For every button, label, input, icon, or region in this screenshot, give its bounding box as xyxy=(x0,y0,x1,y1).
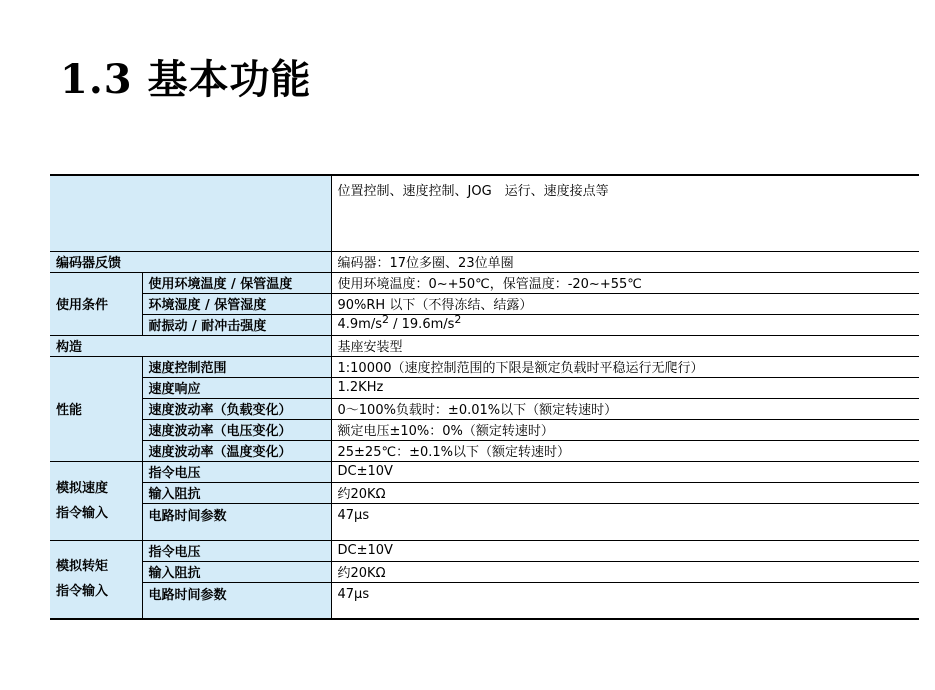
table-row xyxy=(50,482,919,503)
vibration-value xyxy=(331,314,919,335)
analog-speed-label-2: 指令输入 xyxy=(56,505,109,521)
sub-value: 47μs xyxy=(331,503,919,540)
table-row xyxy=(50,377,919,398)
table-row xyxy=(50,293,919,314)
sub-label: 电路时间参数 xyxy=(142,582,331,619)
sub-label: 输入阻抗 xyxy=(142,482,331,503)
vibration-a: 4.9m/s xyxy=(337,317,382,332)
sub-value: 额定电压±10%：0%（额定转速时） xyxy=(331,419,919,440)
sub-label: 耐振动 / 耐冲击强度 xyxy=(142,314,331,335)
sub-value: 25±25℃：±0.1%以下（额定转速时） xyxy=(331,440,919,461)
vibration-c: / 19.6m/s xyxy=(389,317,455,332)
analog-torque-label xyxy=(50,540,142,619)
sub-label: 环境湿度 / 保管湿度 xyxy=(142,293,331,314)
sub-value: 90%RH 以下（不得冻结、结露） xyxy=(331,293,919,314)
function-value: 位置控制、速度控制、JOG 运行、速度接点等 xyxy=(331,175,919,251)
sub-label: 速度波动率（负载变化） xyxy=(142,398,331,419)
sub-value: 47μs xyxy=(331,582,919,619)
sub-label: 输入阻抗 xyxy=(142,561,331,582)
sub-value: 0～100%负载时：±0.01%以下（额定转速时） xyxy=(331,398,919,419)
table-row xyxy=(50,335,919,356)
sub-value: DC±10V xyxy=(331,540,919,561)
sub-label: 使用环境温度 / 保管温度 xyxy=(142,272,331,293)
encoder-value: 编码器：17位多圈、23位单圈 xyxy=(331,251,919,272)
table-row xyxy=(50,582,919,619)
analog-speed-label xyxy=(50,461,142,540)
use-conditions-label: 使用条件 xyxy=(50,272,142,335)
sub-value: DC±10V xyxy=(331,461,919,482)
table-row xyxy=(50,561,919,582)
sub-value: 1:10000（速度控制范围的下限是额定负载时平稳运行无爬行） xyxy=(331,356,919,377)
table-row xyxy=(50,461,919,482)
vibration-exp-a: 2 xyxy=(382,314,389,326)
sub-value: 约20KΩ xyxy=(331,561,919,582)
sub-value: 约20KΩ xyxy=(331,482,919,503)
function-label-cell xyxy=(50,175,331,251)
sub-label: 速度控制范围 xyxy=(142,356,331,377)
sub-label: 电路时间参数 xyxy=(142,503,331,540)
table-row xyxy=(50,175,919,251)
sub-label: 速度波动率（电压变化） xyxy=(142,419,331,440)
vibration-exp-b: 2 xyxy=(454,314,462,326)
sub-label: 指令电压 xyxy=(142,540,331,561)
table-row xyxy=(50,272,919,293)
table-row xyxy=(50,398,919,419)
spec-table xyxy=(50,174,919,620)
analog-torque-label-2: 指令输入 xyxy=(56,584,109,600)
structure-label: 构造 xyxy=(50,335,331,356)
structure-value: 基座安装型 xyxy=(331,335,919,356)
encoder-label: 编码器反馈 xyxy=(50,251,331,272)
page-title: 1.3 基本功能 xyxy=(60,56,312,103)
table-row xyxy=(50,356,919,377)
analog-torque-label-1: 模拟转矩 xyxy=(56,559,109,575)
sub-value: 使用环境温度：0~+50℃，保管温度：-20~+55℃ xyxy=(331,272,919,293)
table-row xyxy=(50,540,919,561)
table-row xyxy=(50,419,919,440)
table-row xyxy=(50,251,919,272)
sub-label: 速度响应 xyxy=(142,377,331,398)
sub-value: 1.2KHz xyxy=(331,377,919,398)
table-row xyxy=(50,503,919,540)
table-row xyxy=(50,440,919,461)
sub-label: 速度波动率（温度变化） xyxy=(142,440,331,461)
table-row xyxy=(50,314,919,335)
performance-label: 性能 xyxy=(50,356,142,461)
sub-label: 指令电压 xyxy=(142,461,331,482)
analog-speed-label-1: 模拟速度 xyxy=(56,480,109,496)
